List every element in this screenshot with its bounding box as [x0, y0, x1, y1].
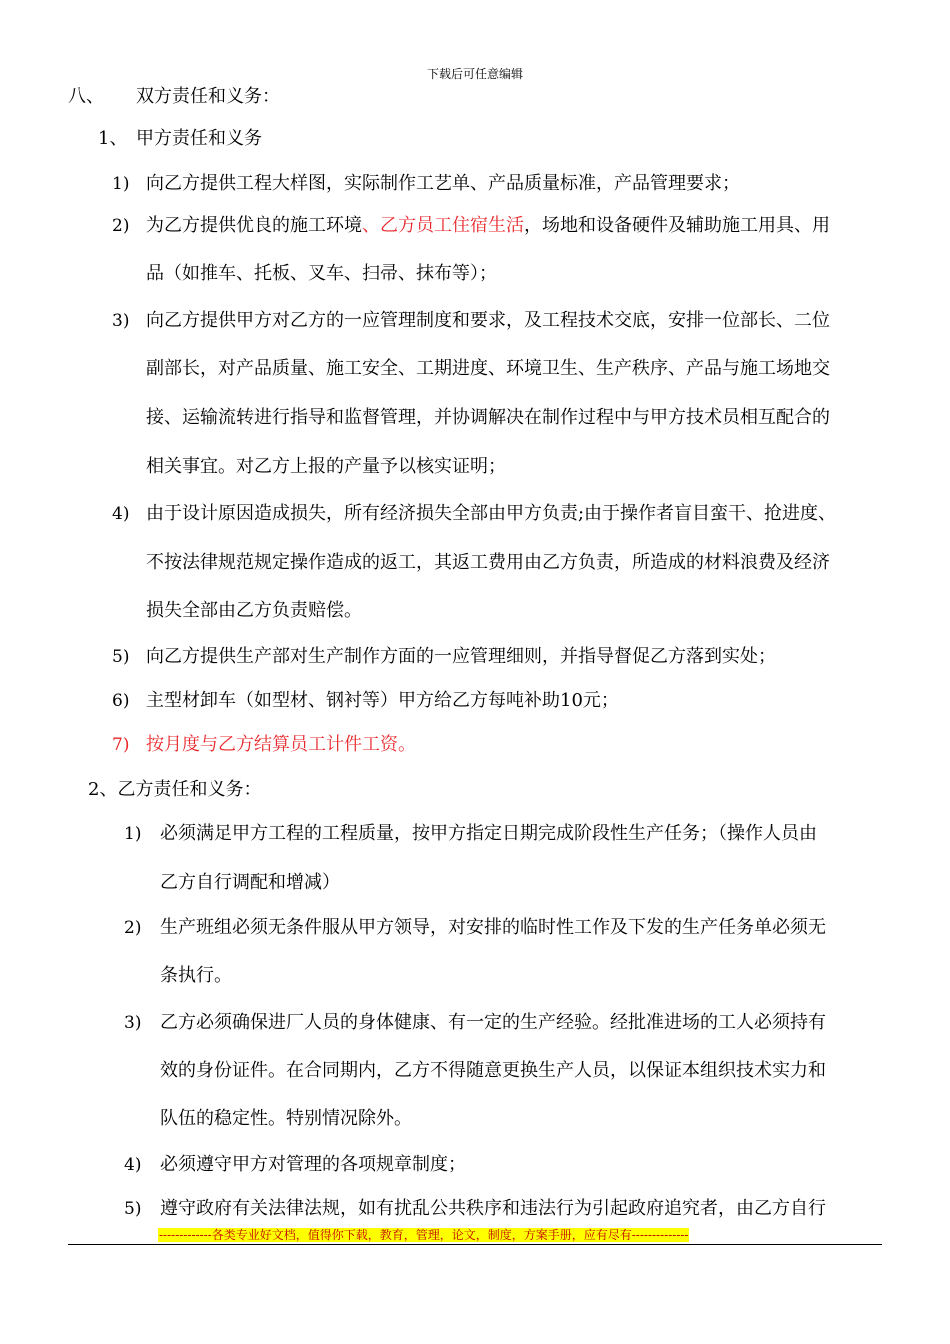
list-item-number: 4): [112, 504, 130, 524]
list-item-text: 遵守政府有关法律法规，如有扰乱公共秩序和违法行为引起政府追究者，由乙方自行: [160, 1198, 826, 1219]
subsection-title: 2、乙方责任和义务：: [88, 779, 262, 800]
footer-banner: -------------各类专业好文档，值得你下载，教育，管理，论文，制度，方案手册，应有尽有--------------: [159, 1228, 689, 1242]
list-item-number: 3): [124, 1013, 142, 1033]
list-item-text: 必须满足甲方工程的工程质量，按甲方指定日期完成阶段性生产任务；（操作人员由: [160, 823, 817, 844]
list-item-text: 向乙方提供甲方对乙方的一应管理制度和要求，及工程技术交底，安排一位部长、二位: [146, 310, 830, 331]
list-item-number: 7): [112, 735, 130, 755]
list-item-text: 主型材卸车（如型材、钢衬等）甲方给乙方每吨补助10元；: [146, 690, 619, 711]
list-item-text: 条执行。: [160, 965, 232, 986]
list-item-text: 向乙方提供生产部对生产制作方面的一应管理细则，并指导督促乙方落到实处；: [146, 646, 776, 667]
text-segment: 为乙方提供优良的施工环境: [146, 215, 362, 236]
list-item-number: 5): [112, 647, 130, 667]
list-item-text: 由于设计原因造成损失，所有经济损失全部由甲方负责;由于操作者盲目蛮干、抢进度、: [146, 503, 837, 524]
list-item-text: 品（如推车、托板、叉车、扫帚、抹布等）；: [146, 263, 497, 284]
footer-divider: [68, 1244, 882, 1245]
section-number: 八、: [68, 86, 104, 107]
list-item-text: 乙方必须确保进厂人员的身体健康、有一定的生产经验。经批准进场的工人必须持有: [160, 1012, 826, 1033]
list-item-number: 3): [112, 311, 130, 331]
list-item-text: 队伍的稳定性。特别情况除外。: [160, 1108, 412, 1129]
list-item-text: 向乙方提供工程大样图，实际制作工艺单、产品质量标准，产品管理要求；: [146, 173, 740, 194]
list-item-text: 不按法律规范规定操作造成的返工，其返工费用由乙方负责，所造成的材料浪费及经济: [146, 552, 830, 573]
list-item-number: 1): [112, 174, 130, 194]
subsection-number: 1、: [98, 128, 128, 149]
list-item-text: 相关事宜。对乙方上报的产量予以核实证明；: [146, 456, 506, 477]
list-item-text: 按月度与乙方结算员工计件工资。: [146, 734, 416, 755]
list-item-text: [146, 217, 830, 235]
list-item-text: 副部长，对产品质量、施工安全、工期进度、环境卫生、生产秩序、产品与施工场地交: [146, 358, 830, 379]
section-title: 双方责任和义务：: [136, 86, 280, 107]
list-item-number: 4): [124, 1155, 142, 1175]
subsection-title: 甲方责任和义务: [136, 128, 262, 149]
list-item-text: 乙方自行调配和增减）: [160, 872, 340, 893]
list-item-text: 必须遵守甲方对管理的各项规章制度；: [160, 1154, 466, 1175]
list-item-text: 效的身份证件。在合同期内，乙方不得随意更换生产人员，以保证本组织技术实力和: [160, 1060, 826, 1081]
header-note: 下载后可任意编辑: [426, 67, 523, 81]
list-item-number: 6): [112, 691, 130, 711]
list-item-number: 1): [124, 824, 142, 844]
highlighted-text: 、乙方员工住宿生活: [362, 215, 524, 236]
list-item-text: 接、运输流转进行指导和监督管理，并协调解决在制作过程中与甲方技术员相互配合的: [146, 407, 830, 428]
list-item-text: 损失全部由乙方负责赔偿。: [146, 600, 362, 621]
text-segment: ，场地和设备硬件及辅助施工用具、用: [524, 215, 830, 236]
list-item-text: 生产班组必须无条件服从甲方领导，对安排的临时性工作及下发的生产任务单必须无: [160, 917, 826, 938]
list-item-number: 2): [112, 216, 130, 236]
list-item-number: 2): [124, 918, 142, 938]
list-item-number: 5): [124, 1199, 142, 1219]
